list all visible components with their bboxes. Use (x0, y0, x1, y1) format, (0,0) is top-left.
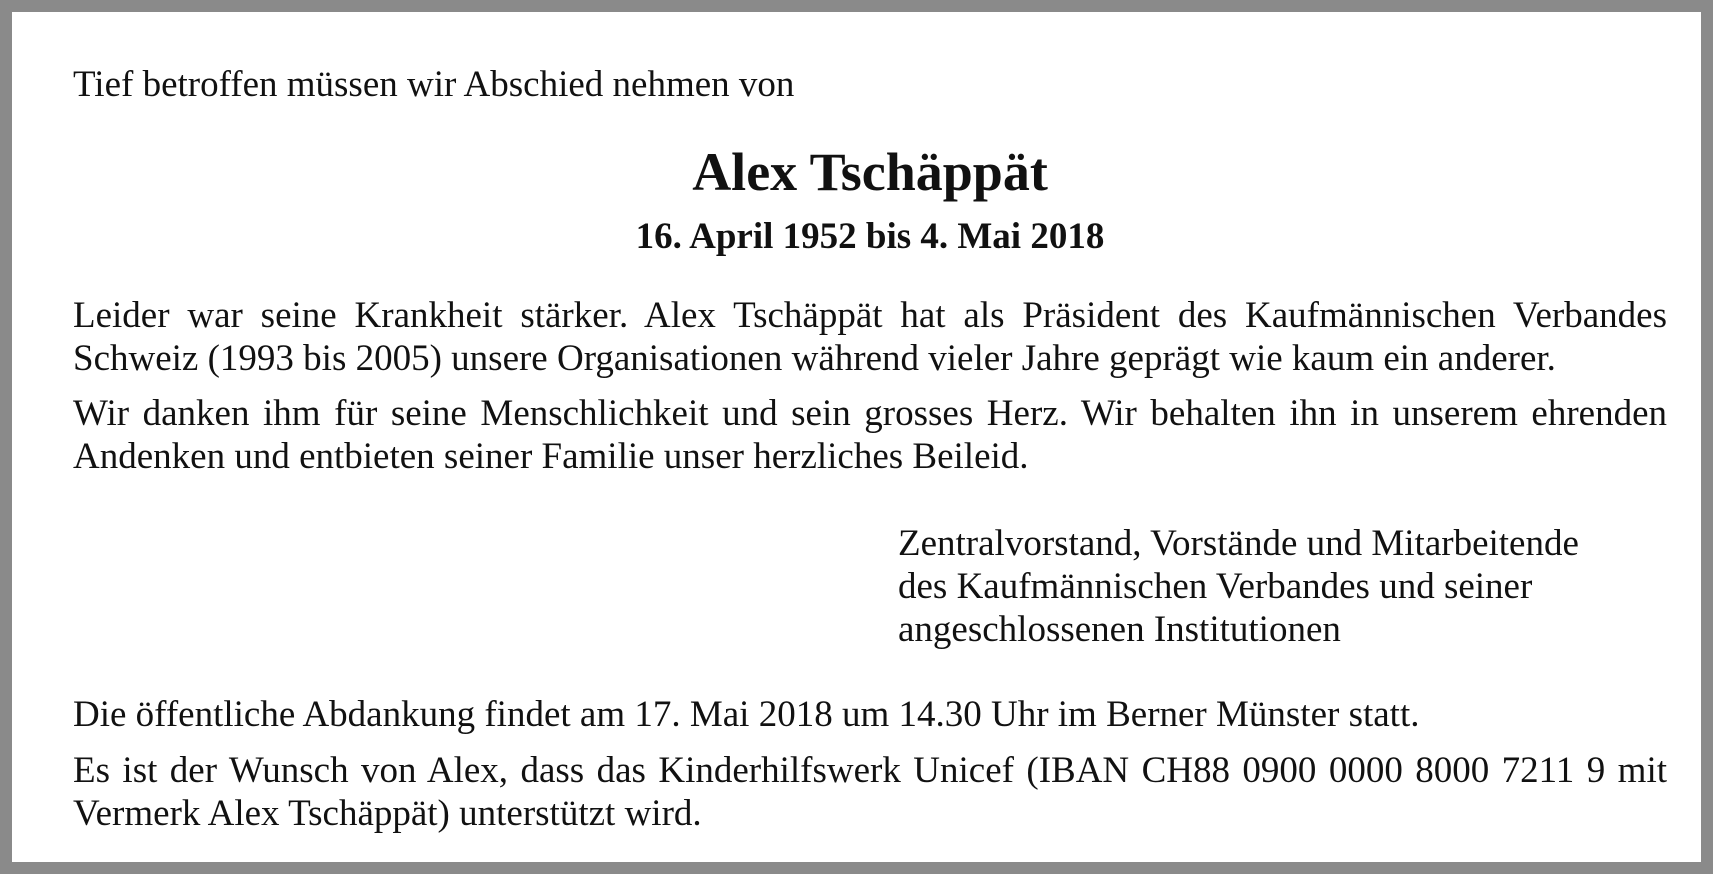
signature-line-3: angeschlossenen Institutionen (898, 609, 1341, 650)
paragraph-thanks: Wir danken ihm für seine Menschlichkeit und sein grosses Herz. Wir behalten ihn in unserem ehrenden Andenken und entbieten seiner Familie unser herzliches Beileid. (73, 393, 1667, 477)
donation-request: Es ist der Wunsch von Alex, dass das Kinderhilfswerk Unicef (IBAN CH88 0900 0000 8000 7211 9 mit Vermerk Alex Tschäppät) unterstützt wird. (73, 750, 1667, 834)
deceased-name: Alex Tschäppät (692, 142, 1048, 202)
signature-line-1: Zentralvorstand, Vorstände und Mitarbeitende (898, 523, 1579, 564)
life-dates: 16. April 1952 bis 4. Mai 2018 (635, 216, 1105, 257)
ceremony-info: Die öffentliche Abdankung findet am 17. Mai 2018 um 14.30 Uhr im Berner Münster statt. (73, 694, 1420, 735)
signature-line-2: des Kaufmännischen Verbandes und seiner (898, 566, 1533, 607)
paragraph-tribute: Leider war seine Krankheit stärker. Alex Tschäppät hat als Präsident des Kaufmännischen Verbandes Schweiz (1993 bis 2005) unsere Organisationen während vieler Jahre geprägt wie kaum ein anderer. (73, 295, 1667, 379)
intro-line: Tief betroffen müssen wir Abschied nehmen von (73, 64, 795, 105)
